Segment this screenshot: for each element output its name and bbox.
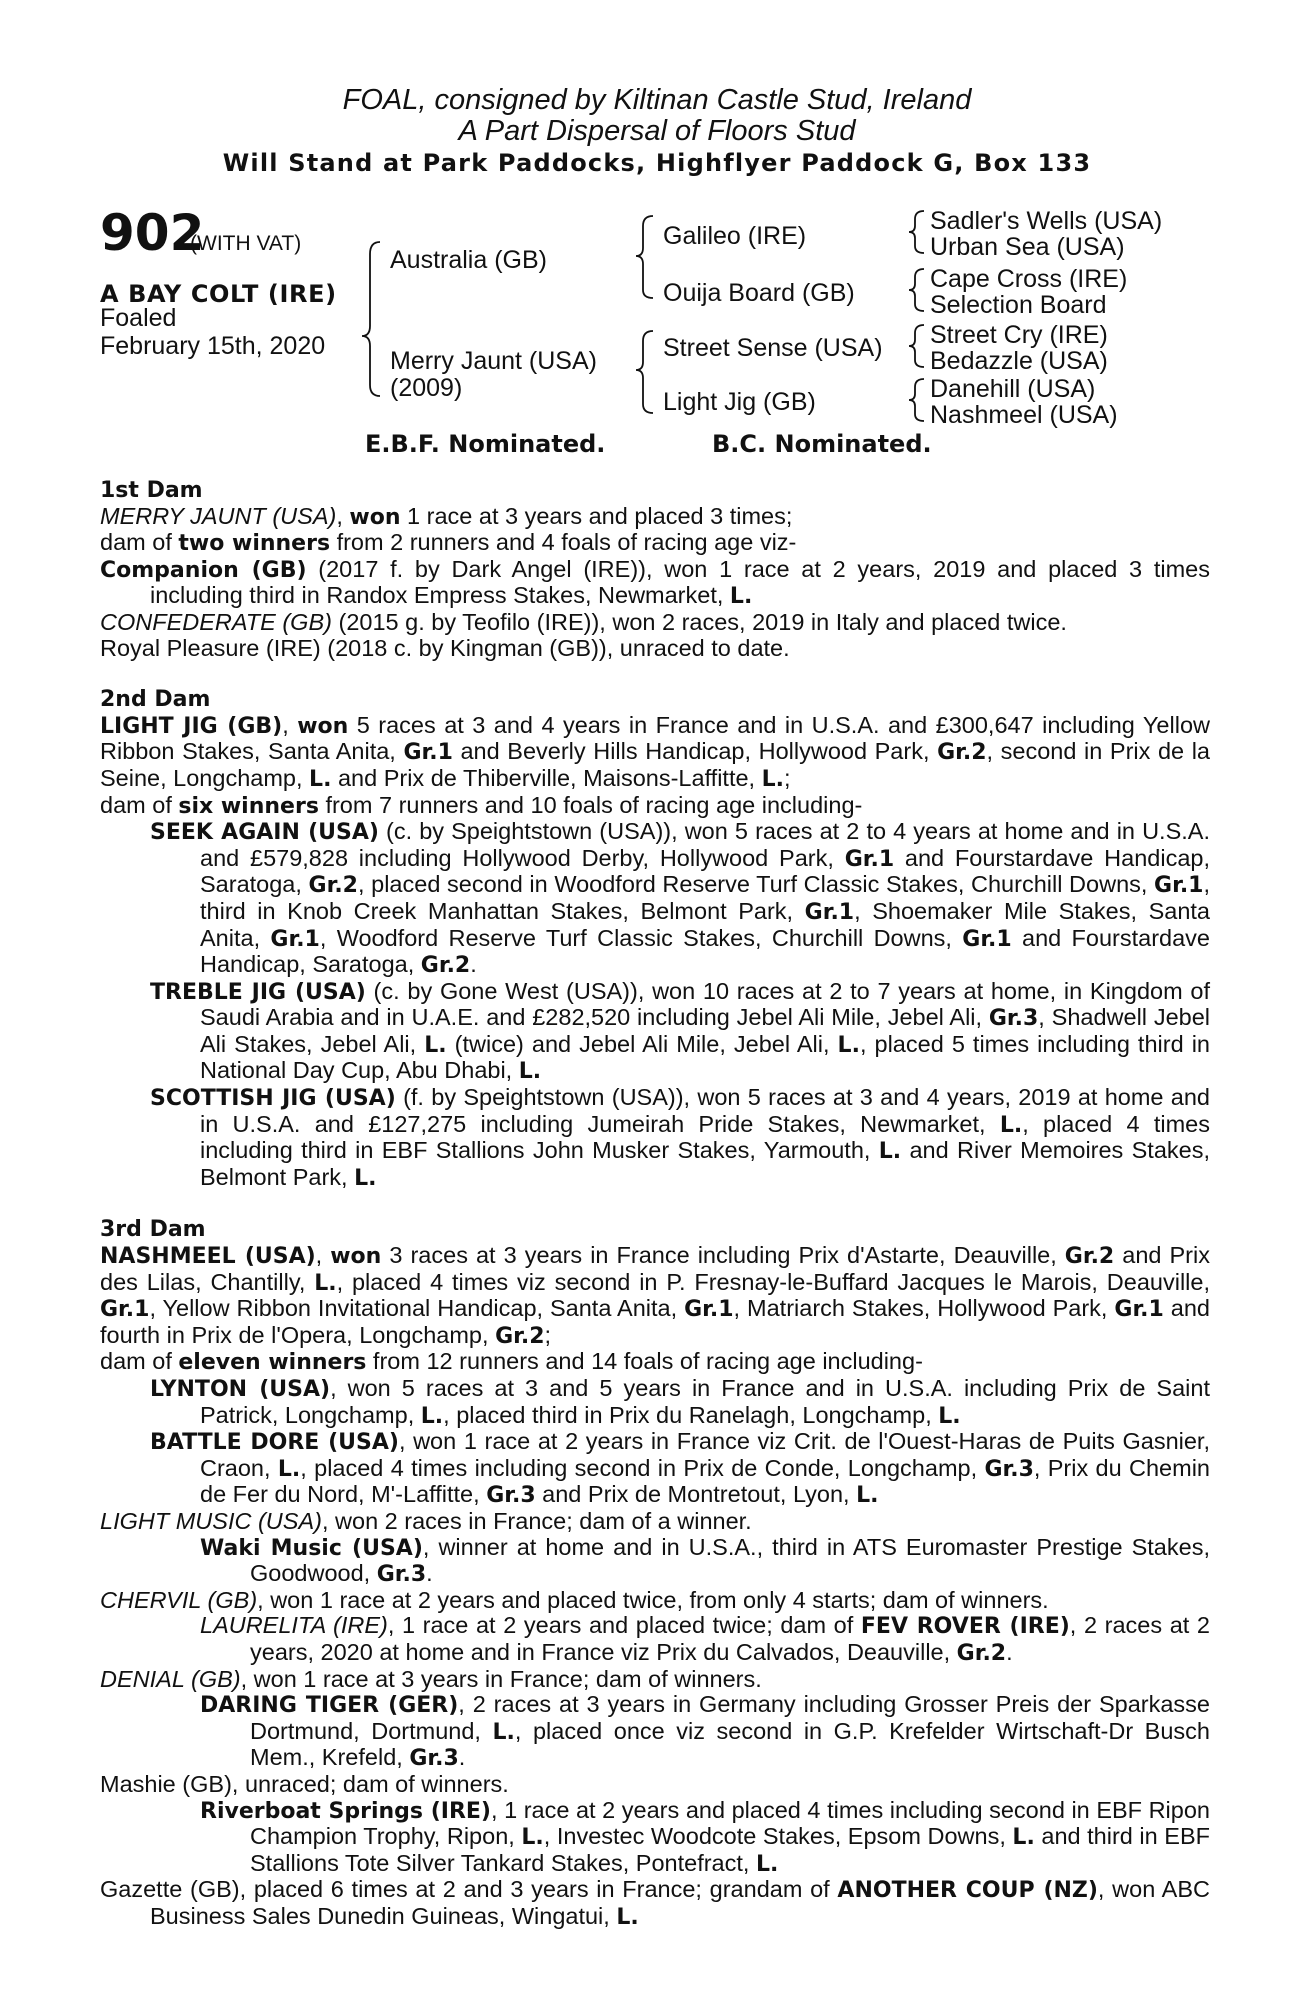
bold-text: Gr.1 [844,846,895,872]
text-run: , won 1 race at 3 years in France; dam of winners. [240,1665,762,1692]
bold-text: won [297,713,349,739]
bold-text: LIGHT JIG (GB) [100,713,283,739]
pedigree-paragraph [100,1588,1210,1614]
text-run: , won 1 race at 2 years and placed twice, from only 4 starts; dam of winners. [257,1586,1049,1613]
brace-g1 [909,211,924,253]
pedigree-paragraph [100,1877,1210,1930]
bold-text: Gr.3 [376,1562,427,1588]
dam-section-title: 3rd Dam [100,1217,206,1243]
text-run: . [426,1560,433,1587]
bold-text: L. [856,1483,879,1509]
bold-text: Gr.3 [988,1006,1039,1032]
text-run: and Beverly Hills Handicap, Hollywood Park, [452,738,938,765]
text-run: , placed once viz second in G.P. Krefelder Wirtschaft-Dr Busch Mem., Krefeld, [250,1717,1210,1771]
bold-text: L. [878,1139,902,1165]
text-run: and Prix des Lilas, Chantilly, [100,1242,1210,1295]
dam-section-title: 2nd Dam [100,687,211,713]
ebf-nominated: E.B.F. Nominated. [365,430,606,458]
bold-text: LYNTON (USA) [150,1377,331,1402]
text-run: , second in Prix de la Seine, Longchamp, [100,738,1210,791]
bold-text: Companion (GB) [100,557,307,583]
bold-text: Waki Music (USA) [200,1535,423,1561]
italic-text: DENIAL (GB) [100,1665,241,1692]
bold-text: L. [938,1403,961,1429]
pedigree-paragraph [100,636,1210,662]
pedigree-paragraph [100,713,1210,793]
sire-sire: Galileo (IRE) [663,222,807,250]
bold-text: Gr.1 [100,1297,150,1323]
text-run: , placed 4 times including second in Prix de Conde, Longchamp, [300,1454,985,1481]
bold-text: two winners [178,531,331,557]
pedigree-paragraph [100,610,1210,636]
text-run: . [1006,1638,1013,1665]
text-run: , placed 4 times including third in EBF Stallions John Musker Stakes, Yarmouth, [200,1110,1210,1164]
text-run: from 7 runners and 10 foals of racing age including- [318,791,863,818]
pedigree-paragraph [100,1085,1210,1191]
ancestor-1: Sadler's Wells (USA) [930,207,1163,235]
text-run: , third in Knob Creek Manhattan Stakes, Belmont Park, [200,871,1211,924]
text-run: 3 races at 3 years in France including Prix d'Astarte, Deauville, [381,1242,1065,1269]
text-run: and Fourstardave Handicap, Saratoga, [200,844,1210,898]
pedigree-paragraph [100,557,1210,610]
bold-text: L. [354,1165,377,1191]
text-run: Royal Pleasure (IRE) (2018 c. by Kingman (GB)), unraced to date. [100,634,790,661]
pedigree-paragraph [100,1376,1210,1429]
text-run: , Investec Woodcote Stakes, Epsom Downs, [543,1823,1013,1850]
text-run: and Prix de Montretout, Lyon, [535,1481,857,1508]
bold-text: L. [314,1270,337,1296]
sire-name: Australia (GB) [390,246,547,274]
text-run: (c. by Speightstown (USA)), won 5 races at 2 to 4 years at home and in U.S.A. and £579,828 including Hollywood Derby, Hollywood Park, [200,818,1210,871]
bold-text: L. [729,584,753,610]
text-run: ; [544,1321,552,1348]
text-run: and River Memoires Stakes, Belmont Park, [200,1137,1210,1190]
bold-text: Gr.1 [804,899,855,925]
text-run: , won 2 races in France; dam of a winner. [321,1507,752,1534]
dam-year: (2009) [390,374,463,402]
text-run: , placed third in Prix du Ranelagh, Longchamp, [443,1401,939,1428]
text-run: , placed second in Woodford Reserve Turf Classic Stakes, Churchill Downs, [357,871,1155,898]
bold-text: Gr.2 [937,740,987,766]
text-run: 5 races at 3 and 4 years in France and in U.S.A. and £300,647 including Yellow Ribbon Stakes, Santa Anita, [100,711,1210,765]
dam-dam: Light Jig (GB) [663,388,816,416]
bold-text: Gr.1 [403,740,453,766]
text-run: . [458,1744,466,1771]
text-run: (c. by Gone West (USA)), won 10 races at 2 to 7 years at home, in Kingdom of Saudi Arabia and in U.A.E. and £282,520 including Jebel Ali Mile, Jebel Ali, [200,977,1210,1031]
consignor-line: FOAL, consigned by Kiltinan Castle Stud, Ireland [342,84,972,116]
bold-text: FEV ROVER (IRE) [860,1614,1070,1640]
pedigree-paragraph [100,1798,1210,1878]
text-run: , 1 race at 2 years and placed 4 times including second in EBF Ripon Champion Trophy, Ripon, [250,1796,1210,1850]
pedigree-paragraph [100,504,1210,531]
bold-text: won [330,1244,382,1270]
text-run: , [282,711,298,738]
bold-text: Gr.1 [684,1297,734,1323]
italic-text: CHERVIL (GB) [100,1586,258,1613]
bold-text: Gr.2 [308,873,358,899]
ancestor-4: Selection Board [930,291,1107,319]
brace-g2 [909,269,924,311]
pedigree-paragraph [100,1667,1210,1693]
vat-note: (WITH VAT) [190,232,302,255]
bold-text: Gr.3 [409,1746,459,1772]
italic-text: MERRY JAUNT (USA) [100,502,337,529]
lot-number: 902 [100,204,205,262]
sire-dam: Ouija Board (GB) [663,279,855,307]
foaled-label: Foaled [100,304,177,332]
bold-text: Gr.1 [1154,873,1204,899]
italic-text: CONFEDERATE (GB) [100,608,332,635]
bold-text: Gr.2 [956,1640,1007,1666]
dam-sire: Street Sense (USA) [663,334,883,362]
text-run: (f. by Speightstown (USA)), won 5 races at 3 and 4 years, 2019 at home and in U.S.A. and £127,275 including Jumeirah Pride Stakes, Newmarket, [200,1084,1211,1137]
pedigree-paragraph [100,1509,1210,1535]
pedigree-paragraph [100,1613,1210,1666]
bold-text: Gr.1 [270,926,320,952]
italic-text: LAURELITA (IRE) [200,1612,388,1639]
text-run: and third in EBF Stallions Tote Silver Tankard Stakes, Pontefract, [250,1823,1210,1876]
bold-text: ANOTHER COUP (NZ) [837,1878,1098,1904]
bold-text: Gr.3 [486,1483,536,1509]
bold-text: SCOTTISH JIG (USA) [150,1086,396,1112]
text-run: , placed 5 times including third in National Day Cup, Abu Dhabi, [200,1030,1210,1084]
ancestor-6: Bedazzle (USA) [930,347,1108,375]
brace-dam [636,331,653,413]
text-run: ; [784,764,791,791]
pedigree-paragraph [100,1429,1210,1509]
text-run: , 2 races at 2 years, 2020 at home and in France viz Prix du Calvados, Deauville, [250,1612,1210,1665]
bold-text: L. [277,1456,301,1482]
bold-text: Riverboat Springs (IRE) [200,1798,491,1824]
dam-sections [100,478,1210,1930]
text-run: , won 5 races at 3 and 5 years in France and in U.S.A. including Prix de Saint Patrick, Longchamp, [200,1375,1211,1428]
text-run: and Fourstardave Handicap, Saratoga, [200,924,1210,978]
dam-section-title: 1st Dam [100,478,203,503]
lot-title: A BAY COLT (IRE) [100,280,337,308]
ancestor-2: Urban Sea (USA) [930,233,1125,261]
bold-text: six winners [178,793,319,819]
text-run: , won 1 race at 2 years in France viz Crit. de l'Ouest-Haras de Puits Gasnier, Craon, [200,1428,1210,1481]
pedigree-paragraph [100,979,1210,1085]
bold-text: L. [518,1059,542,1085]
brace-g3 [909,325,924,367]
text-run: , placed 4 times viz second in P. Fresnay-le-Buffard Jacques le Marois, Deauville, [336,1268,1211,1295]
bold-text: L. [755,1851,779,1877]
text-run: , winner at home and in U.S.A., third in ATS Euromaster Prestige Stakes, Goodwood, [250,1533,1210,1587]
text-run: (2017 f. by Dark Angel (IRE)), won 1 race at 2 years, 2019 and placed 3 times including third in Randox Empress Stakes, Newmarket, [150,555,1210,609]
bold-text: Gr.3 [984,1456,1034,1482]
brace-sire [636,216,653,298]
text-run: 1 race at 3 years and placed 3 times; [400,502,793,529]
bold-text: Gr.2 [495,1323,545,1349]
text-run: . [470,951,477,978]
pedigree-paragraph [100,1692,1210,1772]
text-run: , [336,502,350,529]
text-run: , 2 races at 3 years in Germany including Grosser Preis der Sparkasse Dortmund, Dortmund, [250,1691,1211,1744]
bold-text: eleven winners [178,1350,367,1376]
text-run: from 12 runners and 14 foals of racing age including- [366,1348,923,1375]
text-run: , 1 race at 2 years and placed twice; dam of [387,1612,861,1639]
bold-text: L. [616,1904,639,1930]
bold-text: TREBLE JIG (USA) [150,979,366,1005]
pedigree-paragraph [100,1243,1210,1349]
bold-text: DARING TIGER (GER) [200,1693,459,1719]
dam-name: Merry Jaunt (USA) [390,347,597,375]
bold-text: Gr.1 [1114,1297,1164,1323]
ancestor-7: Danehill (USA) [930,375,1096,403]
pedigree-paragraph [100,819,1210,979]
ancestor-8: Nashmeel (USA) [930,401,1118,429]
italic-text: LIGHT MUSIC (USA) [100,1507,322,1534]
pedigree-paragraph [100,1349,1210,1376]
brace-g4 [909,379,924,421]
text-run: (twice) and Jebel Ali Mile, Jebel Ali, [446,1030,838,1057]
text-run: , Woodford Reserve Turf Classic Stakes, Churchill Downs, [319,924,963,951]
brace-main [362,242,380,396]
bold-text: L. [521,1825,544,1851]
bold-text: BATTLE DORE (USA) [150,1430,399,1456]
bold-text: L. [424,1032,447,1058]
text-run: , [315,1242,331,1269]
bc-nominated: B.C. Nominated. [712,430,932,458]
text-run: Mashie (GB), unraced; dam of winners. [100,1770,509,1797]
text-run: , Shadwell Jebel Ali Stakes, Jebel Ali, [200,1004,1210,1057]
bold-text: won [349,504,401,530]
text-run: from 2 runners and 4 foals of racing age viz- [330,529,797,556]
stand-location: Will Stand at Park Paddocks, Highflyer Paddock G, Box 133 [222,149,1092,177]
pedigree-paragraph [100,530,1210,557]
text-run: and fourth in Prix de l'Opera, Longchamp, [100,1295,1210,1348]
pedigree-paragraph [100,1535,1210,1588]
bold-text: L. [1012,1825,1035,1851]
bold-text: Gr.2 [1064,1244,1115,1270]
bold-text: L. [837,1032,860,1058]
text-run: , Prix du Chemin de Fer du Nord, M'-Laffitte, [200,1454,1210,1508]
text-run: and Prix de Thiberville, Maisons-Laffitte, [331,764,762,791]
bold-text: L. [309,766,332,792]
foaled-date: February 15th, 2020 [100,332,326,360]
bold-text: Gr.1 [962,926,1012,952]
bold-text: Gr.2 [420,953,471,979]
pedigree-paragraph [100,793,1210,820]
text-run: , Matriarch Stakes, Hollywood Park, [733,1295,1115,1322]
bold-text: L. [492,1719,515,1745]
text-run: , Shoemaker Mile Stakes, Santa Anita, [200,897,1210,951]
bold-text: L. [761,766,784,792]
ancestor-5: Street Cry (IRE) [930,321,1108,349]
text-run: (2015 g. by Teofilo (IRE)), won 2 races, 2019 in Italy and placed twice. [331,608,1067,635]
bold-text: L. [420,1403,444,1429]
bold-text: NASHMEEL (USA) [100,1244,316,1270]
text-run: , won ABC Business Sales Dunedin Guineas, Wingatui, [150,1876,1210,1929]
ancestor-3: Cape Cross (IRE) [930,265,1128,293]
pedigree-paragraph [100,1772,1210,1798]
bold-text: SEEK AGAIN (USA) [150,820,379,846]
text-run: dam of [100,529,179,556]
dispersal-line: A Part Dispersal of Floors Stud [458,115,856,147]
text-run: Gazette (GB), placed 6 times at 2 and 3 years in France; grandam of [100,1876,838,1903]
bold-text: L. [999,1112,1023,1138]
text-run: dam of [100,791,179,818]
text-run: dam of [100,1348,179,1375]
text-run: , Yellow Ribbon Invitational Handicap, Santa Anita, [149,1295,685,1322]
